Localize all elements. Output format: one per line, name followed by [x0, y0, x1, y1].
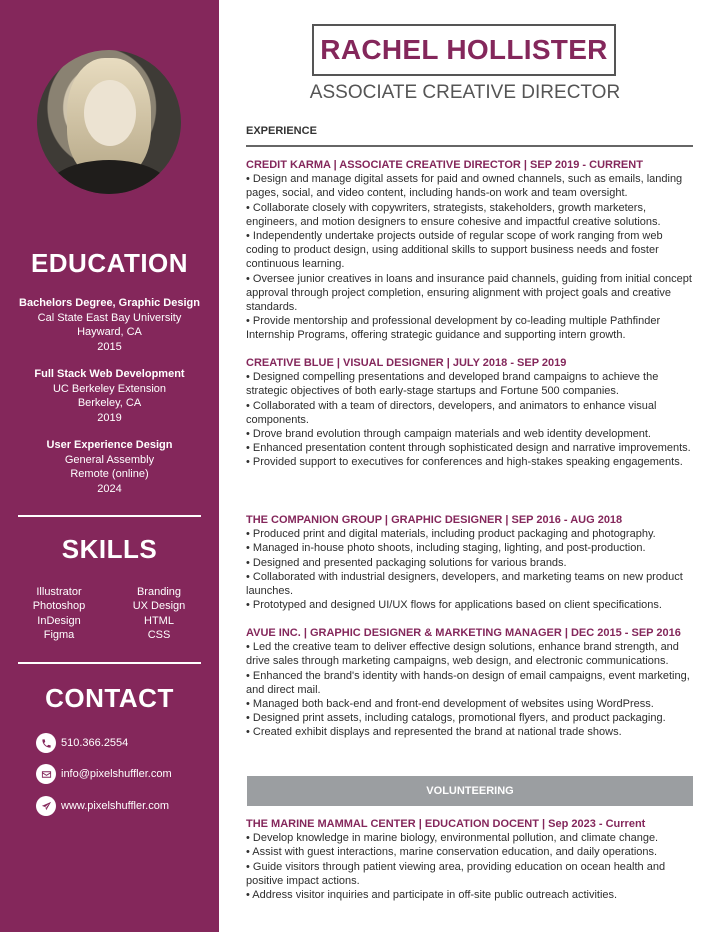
volunteering-heading: VOLUNTEERING [247, 776, 693, 806]
contact-heading: CONTACT [45, 683, 174, 713]
job-bullet: • Oversee junior creatives in loans and insurance paid channels, guiding from initial concept approval through project completion, ensuring alignment with project goals and creative standards. [246, 272, 692, 314]
education-heading: EDUCATION [30, 248, 189, 278]
job-entry [246, 356, 696, 470]
job-bullet: • Collaborated with a team of directors, developers, and animators to enhance visual components. [246, 399, 657, 426]
skills-column-left [9, 585, 109, 643]
skill-item: UX Design [132, 600, 186, 613]
job-bullet: • Enhanced the brand's identity with hands-on design of email campaigns, event marketing, and direct mail. [246, 669, 690, 696]
mail-icon [36, 764, 56, 784]
job-bullet: • Provided support to executives for conferences and high-stakes speaking engagements. [246, 456, 683, 469]
skill-item: InDesign [37, 614, 81, 627]
job-title: CREDIT KARMA | ASSOCIATE CREATIVE DIRECTOR | SEP 2019 - CURRENT [246, 159, 643, 171]
skill-item: Illustrator [36, 586, 82, 598]
skill-item: CSS [147, 629, 171, 642]
volunteer-title: THE MARINE MAMMAL CENTER | EDUCATION DOCENT | Sep 2023 - Current [246, 818, 646, 830]
divider [18, 515, 201, 517]
education-entry: Bachelors Degree, Graphic Design Cal State East Bay University Hayward, CA 2015 [19, 297, 200, 353]
volunteer-bullet: • Guide visitors through patient viewing area, providing education on ocean health and positive impact actions. [246, 860, 666, 887]
job-entry [246, 158, 696, 343]
candidate-role: ASSOCIATE CREATIVE DIRECTOR [309, 82, 621, 103]
job-title: THE COMPANION GROUP | GRAPHIC DESIGNER | SEP 2016 - AUG 2018 [246, 514, 623, 526]
phone-icon [36, 733, 56, 753]
volunteer-bullet: • Address visitor inquiries and participate in off-site public outreach activities. [246, 889, 618, 902]
job-bullet: • Led the creative team to deliver effective design solutions, enhance brand strength, and drive sales through marketing campaigns, web design, and electronic communications. [246, 641, 679, 668]
skills-heading: SKILLS [61, 534, 158, 564]
job-entry [246, 513, 696, 612]
job-bullet: • Collaborate closely with copywriters, strategists, stakeholders, growth marketers, engineers, and motion designers to ensure cohesive and impactful creative solutions. [246, 201, 661, 228]
job-bullet: • Designed print assets, including catalogs, promotional flyers, and product packaging. [246, 712, 666, 725]
email-address: info@pixelshuffler.com [61, 768, 172, 780]
experience-divider [246, 145, 693, 147]
website-url: www.pixelshuffler.com [61, 800, 170, 812]
contact-website[interactable] [36, 796, 169, 816]
job-title: AVUE INC. | GRAPHIC DESIGNER & MARKETING MANAGER | DEC 2015 - SEP 2016 [246, 627, 681, 639]
job-bullet: • Designed and presented packaging solutions for various brands. [246, 556, 567, 569]
skills-column-right [109, 585, 209, 643]
skill-item: Branding [136, 586, 182, 598]
avatar [37, 50, 181, 194]
skill-item: Photoshop [32, 600, 86, 613]
job-bullet: • Provide mentorship and professional development by co-leading multiple Pathfinder Internship Programs, offering strategic guidance and supporting intern growth. [246, 315, 661, 342]
job-title: CREATIVE BLUE | VISUAL DESIGNER | JULY 2018 - SEP 2019 [246, 357, 567, 369]
job-bullet: • Prototyped and designed UI/UX flows for applications based on client specifications. [246, 599, 662, 612]
job-bullet: • Enhanced presentation content through sophisticated design and narrative improvements. [246, 442, 691, 455]
education-entry: Full Stack Web Development UC Berkeley Extension Berkeley, CA 2019 [34, 368, 185, 424]
job-bullet: • Designed compelling presentations and developed brand campaigns to achieve the strategic objectives of both early-stage startups and Fortune 500 companies. [246, 371, 659, 398]
job-bullet: • Managed both back-end and front-end development of websites using WordPress. [246, 698, 654, 711]
divider [18, 662, 201, 664]
send-icon [36, 796, 56, 816]
volunteer-bullet: • Develop knowledge in marine biology, environmental pollution, and climate change. [246, 832, 659, 845]
job-bullet: • Produced print and digital materials, including product packaging and photography. [246, 528, 656, 541]
job-bullet: • Managed in-house photo shoots, including staging, lighting, and post-production. [246, 542, 646, 555]
candidate-name: RACHEL HOLLISTER [320, 34, 608, 65]
job-bullet: • Created exhibit displays and represented the brand at national trade shows. [246, 726, 622, 739]
job-entry [246, 626, 696, 740]
skill-item: HTML [144, 614, 174, 627]
volunteer-entry [246, 817, 696, 902]
skill-item: Figma [43, 629, 75, 642]
volunteer-bullet: • Assist with guest interactions, marine conservation education, and daily operations. [246, 846, 658, 859]
contact-email[interactable] [36, 764, 172, 784]
job-bullet: • Collaborated with industrial designers, developers, and marketing teams on new product launches. [246, 570, 683, 598]
name-box [312, 24, 616, 76]
job-bullet: • Drove brand evolution through campaign materials and web identity development. [246, 428, 651, 441]
contact-phone[interactable] [36, 733, 128, 753]
education-entry: User Experience Design General Assembly Remote (online) 2024 [46, 439, 173, 495]
experience-heading: EXPERIENCE [246, 125, 317, 137]
phone-number: 510.366.2554 [61, 737, 129, 749]
job-bullet: • Independently undertake projects outside of regular scope of work ranging from web coding to product design, using additional skills to support business needs and foster continuous learning. [246, 230, 663, 271]
sidebar [0, 0, 219, 932]
job-bullet: • Design and manage digital assets for paid and owned channels, such as emails, landing pages, social, and video content, including hands-on work and team oversight. [246, 173, 683, 200]
